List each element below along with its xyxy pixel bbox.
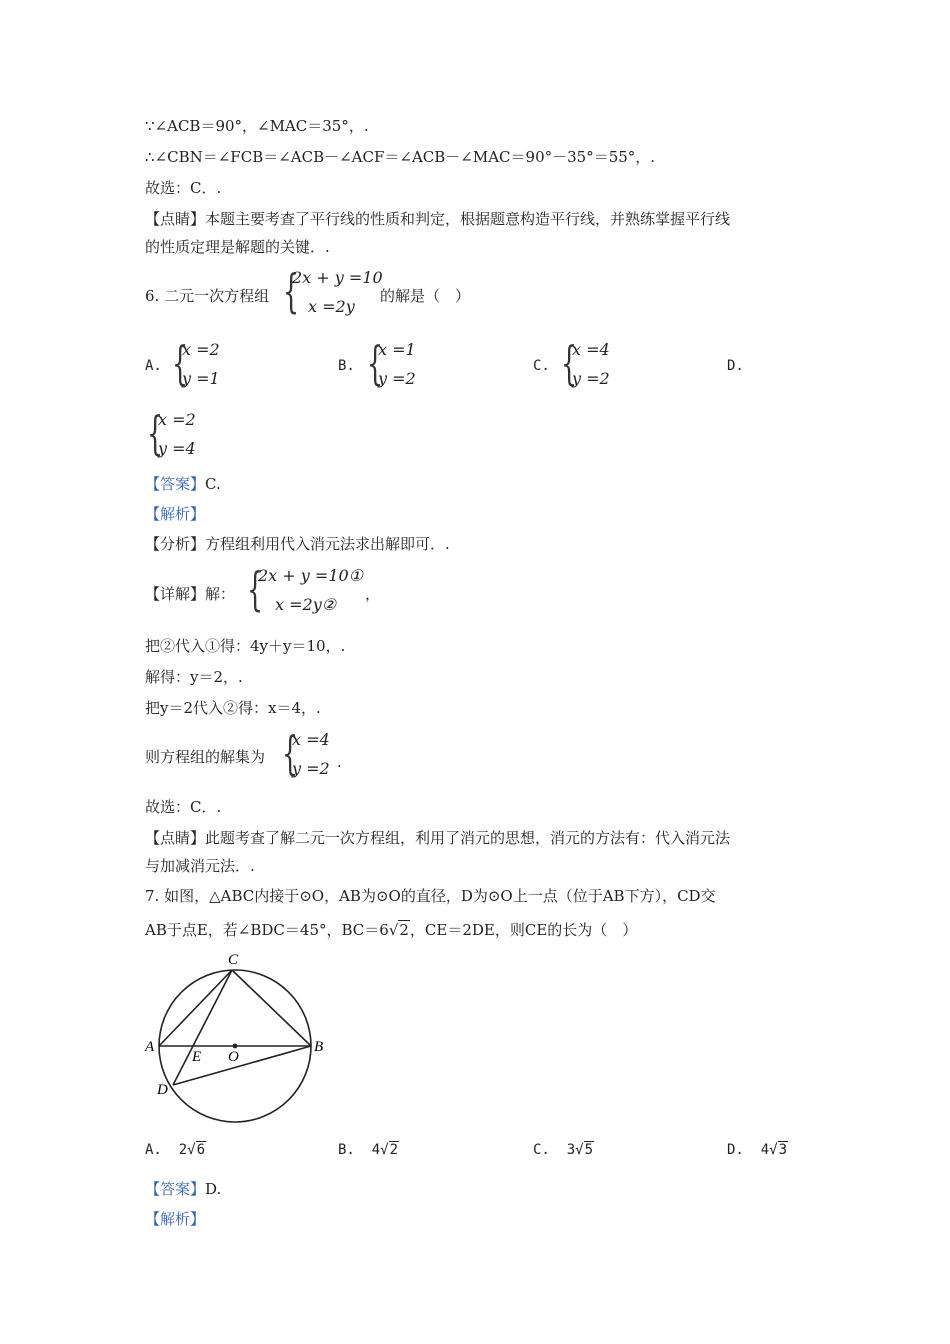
q6-xj-row2: x =2y② [275, 595, 337, 614]
q6-answer [145, 474, 221, 494]
q6-option-a-row2: y =1 [182, 369, 220, 388]
proof-line-2: ∴∠CBN＝∠FCB＝∠ACB－∠ACF＝∠ACB－∠MAC＝90°－35°＝55°，. [145, 148, 656, 166]
center-dot [233, 1044, 238, 1049]
q6-step4-row2: y =2 [292, 759, 330, 778]
q6-step4-suffix: . [337, 753, 342, 771]
segment-cd [173, 970, 232, 1085]
q7-option-d: D. 4√3 [727, 1142, 788, 1158]
q6-option-d-row1: x =2 [158, 410, 196, 429]
dianjing-tag: 【点睛】 [145, 829, 206, 847]
q6-step5: 故选：C．. [145, 798, 222, 816]
q6-option-a-row1: x =2 [182, 340, 220, 359]
q6-option-c-row2: y =2 [572, 369, 610, 388]
q6-option-d-row2: y =4 [158, 439, 196, 458]
q6-brace-icon: { [283, 264, 300, 318]
q6-xiangjie [145, 584, 235, 604]
q7-option-b: B. 4√2 [338, 1142, 399, 1158]
label-b: B [314, 1039, 324, 1055]
q6-step4-prefix: 则方程组的解集为 [145, 748, 266, 766]
q6-jiexi-tag: 【解析】 [145, 505, 206, 523]
q6-system-row2: x =2y [308, 297, 355, 316]
label-c: C [228, 952, 239, 968]
q6-option-a-brace-icon: { [172, 336, 189, 390]
q6-option-c-brace-icon: { [561, 336, 578, 390]
q6-step1: 把②代入①得：4y＋y＝10，. [145, 637, 346, 655]
proof-line-1: ∵∠ACB＝90°，∠MAC＝35°，. [145, 117, 369, 135]
q7-option-a: A. 2√6 [145, 1142, 206, 1158]
q6-step4-brace-icon: { [282, 726, 299, 780]
q6-option-b-row2: y =2 [378, 369, 416, 388]
answer-value: D. [205, 1180, 222, 1198]
answer-tag: 【答案】 [145, 1180, 206, 1198]
dianjing-text: 此题考查了解二元一次方程组，利用了消元的思想，消元的方法有：代入消元法 [205, 829, 731, 847]
fenxi-tag: 【分析】 [145, 535, 206, 553]
sqrt-icon: √5 [575, 1142, 594, 1158]
q7-line-2 [145, 920, 637, 940]
xiangjie-tag: 【详解】 [145, 585, 206, 603]
comment-text: 本题主要考查了平行线的性质和判定，根据题意构造平行线，并熟练掌握平行线 [205, 210, 731, 228]
q7-line-2-b: ，CE＝2DE，则CE的长为（ ） [409, 921, 638, 939]
comment-line-2: 的性质定理是解题的关键．. [145, 238, 330, 256]
label-o: O [228, 1049, 239, 1065]
comment-line-1 [145, 209, 730, 229]
q6-system-row1: 2x + y =10 [292, 268, 383, 287]
q6-xj-after: ， [365, 585, 381, 603]
q7-answer [145, 1179, 221, 1199]
q6-suffix: 的解是（ ） [380, 287, 471, 305]
q7-option-c: C. 3√5 [533, 1142, 594, 1158]
choice-line: 故选：C．. [145, 179, 222, 197]
q6-fenxi [145, 534, 450, 554]
q6-xj-row1: 2x + y =10① [258, 566, 364, 585]
q6-step3: 把y＝2代入②得：x＝4，. [145, 699, 321, 717]
q6-step4-row1: x =4 [292, 730, 330, 749]
q7-line-1: 7. 如图，△ABC内接于⊙O，AB为⊙O的直径，D为⊙O上一点（位于AB下方），CD交 [145, 887, 716, 905]
sqrt-icon: √3 [769, 1142, 788, 1158]
q6-option-d-brace-icon: { [147, 406, 164, 460]
q6-prefix: 6. 二元一次方程组 [145, 287, 270, 305]
q6-option-c-row1: x =4 [572, 340, 610, 359]
q6-option-a-label: A. [145, 358, 162, 374]
q6-option-b-label: B. [338, 358, 355, 374]
q6-option-c-label: C. [533, 358, 550, 374]
label-d: D [157, 1082, 168, 1098]
answer-tag: 【答案】 [145, 475, 206, 493]
q6-option-b-row1: x =1 [378, 340, 416, 359]
q6-step2: 解得：y＝2，. [145, 668, 243, 686]
q7-line-2-a: AB于点E，若∠BDC＝45°，BC＝6 [145, 921, 389, 939]
comment-tag: 【点睛】 [145, 210, 206, 228]
xiangjie-text: 解： [205, 585, 236, 603]
fenxi-text: 方程组利用代入消元法求出解即可．. [205, 535, 450, 553]
sqrt-icon: √2 [380, 1142, 399, 1158]
q6-dianjing [145, 828, 730, 848]
answer-value: C. [205, 475, 221, 493]
sqrt-icon: √2 [388, 921, 409, 939]
segment-bc [232, 970, 311, 1046]
label-a: A [145, 1039, 155, 1055]
q6-option-d-label: D. [727, 358, 744, 374]
circle-figure [140, 948, 340, 1123]
q6-dianjing-2: 与加减消元法．. [145, 857, 255, 875]
q7-jiexi-tag: 【解析】 [145, 1210, 206, 1228]
sqrt-icon: √6 [187, 1142, 206, 1158]
q6-xj-brace-icon: { [247, 562, 264, 616]
label-e: E [192, 1049, 202, 1065]
q6-option-b-brace-icon: { [367, 336, 384, 390]
